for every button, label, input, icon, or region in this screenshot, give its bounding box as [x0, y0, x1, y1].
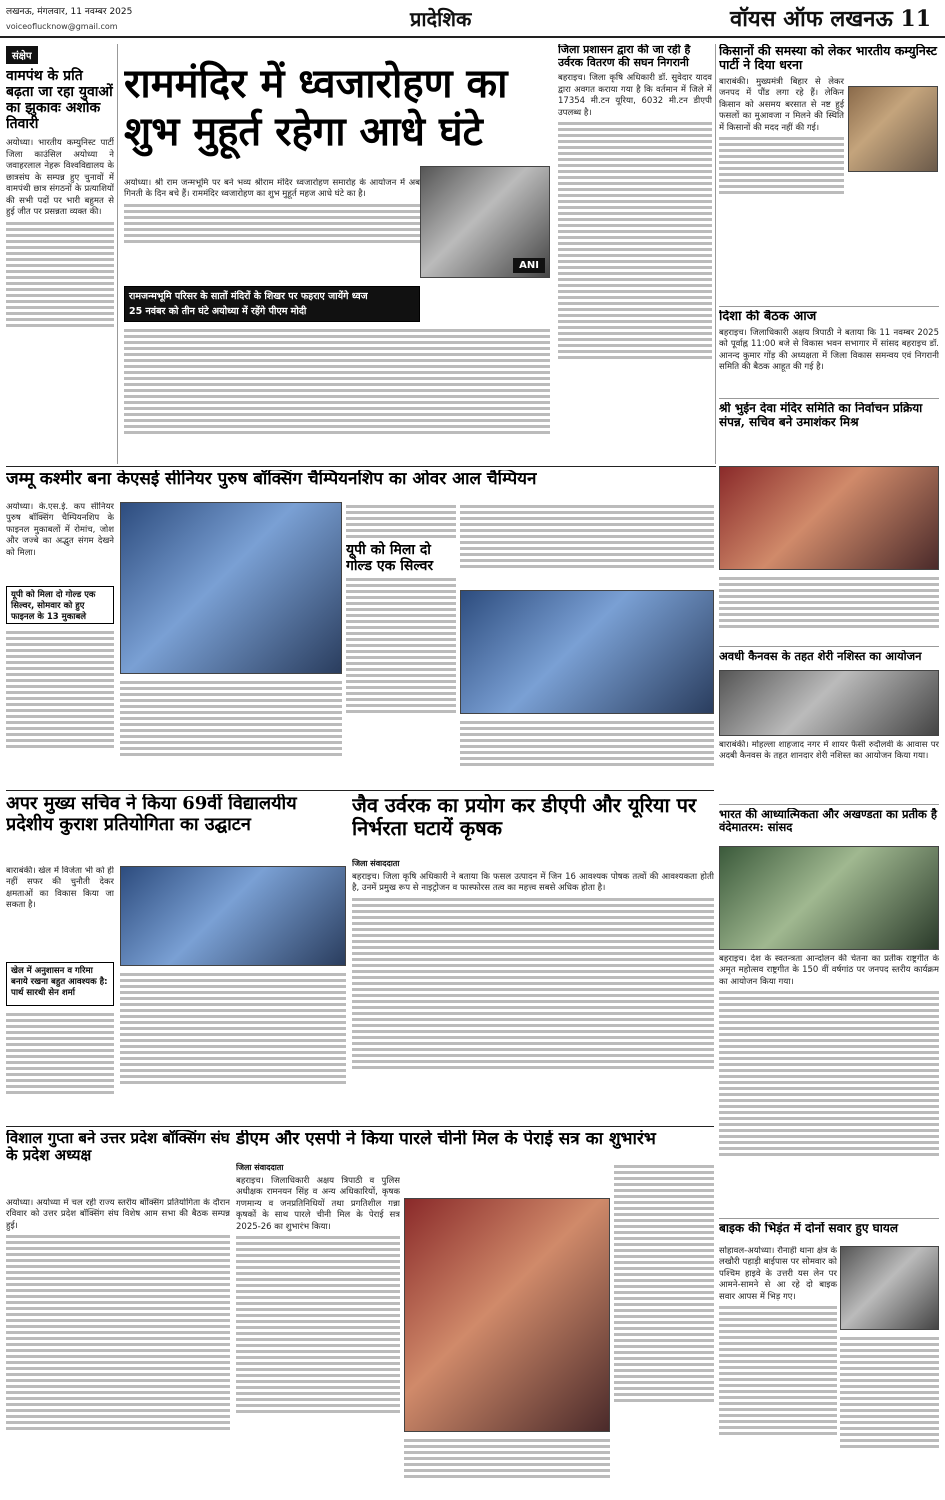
cpi-protest-photo: [848, 86, 938, 172]
vishal-body: अयोध्या। अयोध्या में चल रही राज्य स्तरीय बॉक्सिंग प्रतियोगिता के दौरान रविवार को उत्तर प्रदेश बॉक्सिंग संघ विशेष आम सभा की बैठक सम्पन्न हुई।: [6, 1198, 230, 1494]
fertilizer-headline-block: [352, 794, 714, 856]
vishal-headline-block: [6, 1130, 230, 1196]
mill-body: जिला संवाददाता बहराइच। जिलाधिकारी अक्षय त्रिपाठी व पुलिस अधीक्षक रामनयन सिंह व अन्य अधिकारियों, कृषक गणमान्य व जनप्रतिनिधियों तथा प्रगतिशील गन्ना कृषकों के साथ पारले चीनी मिल के पेराई सत्र 2025-26 का शुभारंभ किया।: [236, 1162, 400, 1492]
spirituality-body: बहराइच। देश के स्वतन्त्रता आन्दोलन की चेतना का प्रतीक राष्ट्रगीत के अमृत महोत्सव राष्ट्रगीत के 150 वीं वर्षगांठ पर जनपद स्तरीय कार्यक्रम का आयोजन किया गया।: [719, 954, 939, 1214]
masthead-brand: वॉयस ऑफ लखनऊ 11: [729, 6, 931, 32]
fertilizer-body: [352, 858, 714, 1122]
ani-logo: ANI: [513, 258, 545, 273]
wrestling-intro: बाराबंकी। खेल में विजेता भी को ही नहीं सफर की चुनौती देकर क्षमताओं का विकास किया जा सकता है।: [6, 866, 114, 911]
district-body: बहराइच। जिला कृषि अधिकारी डॉ. सुवेदार यादव द्वारा अवगत कराया गया है कि वर्तमान में जिले में 17354 मी.टन यूरिया, 6032 मी.टन डीएपी उपलब्ध है।: [558, 73, 712, 118]
page-header: [0, 0, 945, 38]
cpi-body: बाराबंकी। मुख्यमंत्री बिहार से लेकर जनपद में पौंड लगा रहे हैं। लेकिन किसान को असमय बरसात से नष्ट हुई फसलों का मुआवजा न मिलने की स्थिति में किसानों की मदद नहीं की गई।: [719, 76, 844, 133]
lead-body-continued: [124, 326, 550, 462]
mill-body-3: [614, 1162, 714, 1492]
left-article-filler: [6, 222, 114, 327]
brief-tag: संक्षेप: [6, 46, 38, 64]
boxing-team-photo: [460, 590, 714, 714]
column-rule: [117, 44, 118, 464]
lead-photo: [420, 166, 550, 278]
bike-headline: बाइक की भिड़ंत में दोनों सवार हुए घायल: [719, 1222, 898, 1235]
samiti-article: [719, 402, 939, 462]
boxing-headline-block: [6, 470, 714, 498]
fertilizer-byline: जिला संवाददाता: [352, 859, 400, 868]
mill-body-2: [404, 1436, 610, 1492]
section-title: प्रादेशिक: [410, 7, 472, 31]
lead-callout: रामजन्मभूमि परिसर के सातों मंदिरों के शिखर पर फहराए जायेंगे ध्वज 25 नवंबर को तीन घंटे अयोध्या में रहेंगे पीएम मोदी: [124, 286, 420, 322]
cpi-headline: किसानों की समस्या को लेकर भारतीय कम्युनिस्ट पार्टी ने दिया धरना: [719, 44, 937, 73]
mill-headline: डीएम और एसपी ने किया पारले चीनी मिल के पेराई सत्र का शुभारंभ: [236, 1130, 656, 1149]
bike-accident-photo: [840, 1246, 939, 1330]
boxing-body: [6, 628, 114, 786]
bike-body-2: [840, 1334, 939, 1492]
wrestling-photo: [120, 866, 346, 966]
wrestling-inset: खेल में अनुशासन व गरिमा बनाये रखना बहुत आवश्यक है: पार्थ सारथी सेन शर्मा: [6, 962, 114, 1006]
district-article: [558, 44, 712, 464]
bike-body: सोहावल-अयोध्या। रौनाही थाना क्षेत्र के लखौरी पहाड़ी बाईपास पर सोमवार को पश्चिम हाइवे के उत्तरी यस लेन पर आमने-सामने से आ रहे दो बाइक सवार आपस में भिड़ गए।: [719, 1246, 837, 1492]
poetry-body: बाराबंकी। मोहल्ला शाहजाद नगर में शायर फैसी रुदौलवी के आवास पर अदबी कैनवस के तहत शानदार शेरी नशिस्त का आयोजन किया गया।: [719, 740, 939, 762]
column-rule: [715, 44, 716, 464]
left-column-article: [6, 44, 114, 464]
fertilizer-headline: जैव उर्वरक का प्रयोग कर डीएपी और यूरिया पर निर्भरता घटायें कृषक: [352, 794, 697, 840]
spirituality-headline: भारत की आध्यात्मिकता और अखण्डता का प्रतीक है वंदेमातरम: सांसद: [719, 808, 937, 835]
disha-body: बहराइच। जिलाधिकारी अक्षय त्रिपाठी ने बताया कि 11 नवम्बर 2025 को पूर्वाह्न 11:00 बजे से विकास भवन सभागार में सांसद बहराइच डॉ. आनन्द कुमार गोंड़ की अध्यक्षता में जिला विकास समन्वय एवं निगरानी समिति की बैठक आहूत की गई है।: [719, 327, 939, 373]
disha-article: [719, 310, 939, 394]
samiti-headline: श्री भुईन देवा मंदिर समिति का निर्वाचन प्रक्रिया संपन्न, सचिव बने उमाशंकर मिश्र: [719, 402, 923, 429]
left-article-headline: वामपंथ के प्रति बढ़ता जा रहा युवाओं का झुकावः अशोक तिवारी: [6, 68, 113, 133]
mill-intro: बहराइच। जिलाधिकारी अक्षय त्रिपाठी व पुलिस अधीक्षक रामनयन सिंह व अन्य अधिकारियों, कृषक गणमान्य व जनप्रतिनिधियों तथा प्रगतिशील गन्ना कृषकों के साथ पारले चीनी मिल के पेराई सत्र 2025-26 का शुभारंभ किया।: [236, 1176, 400, 1232]
boxing-headline: जम्मू कश्मीर बना केएसई सीनियर पुरुष बॉक्सिंग चैम्पियनशिप का ओवर आल चैम्पियन: [6, 470, 537, 489]
wrestling-body-2: [120, 970, 346, 1122]
cpi-protest-article: [719, 44, 939, 304]
contact-email: voiceoflucknow@gmail.com: [6, 22, 118, 31]
left-article-body: अयोध्या। भारतीय कम्युनिस्ट पार्टी जिला काउंसिल अयोध्या ने जवाहरलाल नेहरू विश्वविद्यालय के छात्रसंघ के सम्पन्न हुए चुनावों में वामपंथी छात्र संगठनों के प्रत्याशियों की सभी पदों पर भारी बहुमत से हुई जीत पर प्रसन्नता व्यक्त की।: [6, 138, 114, 218]
boxing-col-3: [346, 502, 456, 786]
boxing-ring-photo: [120, 502, 342, 674]
bike-headline-block: [719, 1222, 939, 1242]
wrestling-headline: अपर मुख्य सचिव ने किया 69वीं विद्यालयीय प्रदेशीय कुराश प्रतियोगिता का उद्घाटन: [6, 794, 297, 835]
spirituality-photo: [719, 846, 939, 950]
samiti-photo: [719, 466, 939, 570]
boxing-intro: अयोध्या। के.एस.ई. कप सीनियर पुरुष बॉक्सिंग चैम्पियनशिप के फाइनल मुकाबलों में रोमांच, जोश और जज्बे का अद्भुत संगम देखने को मिला।: [6, 502, 114, 558]
boxing-col-4b: [460, 718, 714, 786]
poetry-photo: [719, 670, 939, 736]
disha-headline: दिशा की बैठक आज: [719, 310, 817, 324]
fertilizer-intro: बहराइच। जिला कृषि अधिकारी ने बताया कि फसल उत्पादन में जिन 16 आवश्यक पोषक तत्वों की आवश्यकता होती है, उनमें प्रमुख रूप से नाइट्रोजन व फास्फोरस तत्व का महत्त्व सबसे अधिक होता है।: [352, 872, 714, 894]
wrestling-body: [6, 1010, 114, 1122]
lead-intro: अयोध्या। श्री राम जन्मभूमि पर बने भव्य श्रीराम मंदिर ध्वजारोहण समारोह के आयोजन में अब गिनती के दिन बचे हैं। राममंदिर ध्वजारोहण का शुभ मुहूर्त महज आधे घंटे का है।: [124, 178, 420, 200]
poetry-headline: अवधी कैनवस के तहत शेरी नशिस्त का आयोजन: [719, 650, 922, 663]
wrestling-headline-block: [6, 794, 346, 864]
vishal-headline: विशाल गुप्ता बने उत्तर प्रदेश बॉक्सिंग संघ के प्रदेश अध्यक्ष: [6, 1130, 230, 1165]
mill-ceremony-photo: [404, 1198, 610, 1432]
lead-headline: राममंदिर में ध्वजारोहण का शुभ मुहूर्त रहेगा आधे घंटे: [124, 60, 508, 155]
spirituality-headline-block: [719, 808, 939, 842]
boxing-col-4: [460, 502, 714, 586]
district-headline: जिला प्रशासन द्वारा की जा रही है उर्वरक वितरण की सघन निगरानी: [558, 44, 691, 69]
mill-headline-block: [236, 1130, 714, 1160]
lead-body: [124, 178, 420, 283]
issue-date: लखनऊ, मंगलवार, 11 नवम्बर 2025: [6, 7, 133, 17]
samiti-body: [719, 574, 939, 644]
boxing-inset: यूपी को मिला दो गोल्ड एक सिल्वर, सोमवार को हुए फाइनल के 13 मुकाबले: [6, 586, 114, 624]
poetry-headline-block: [719, 650, 939, 668]
boxing-body-2: [120, 678, 342, 786]
boxing-subhead: यूपी को मिला दो गोल्ड एक सिल्वर: [346, 542, 434, 575]
lead-headline-block: [124, 60, 554, 172]
